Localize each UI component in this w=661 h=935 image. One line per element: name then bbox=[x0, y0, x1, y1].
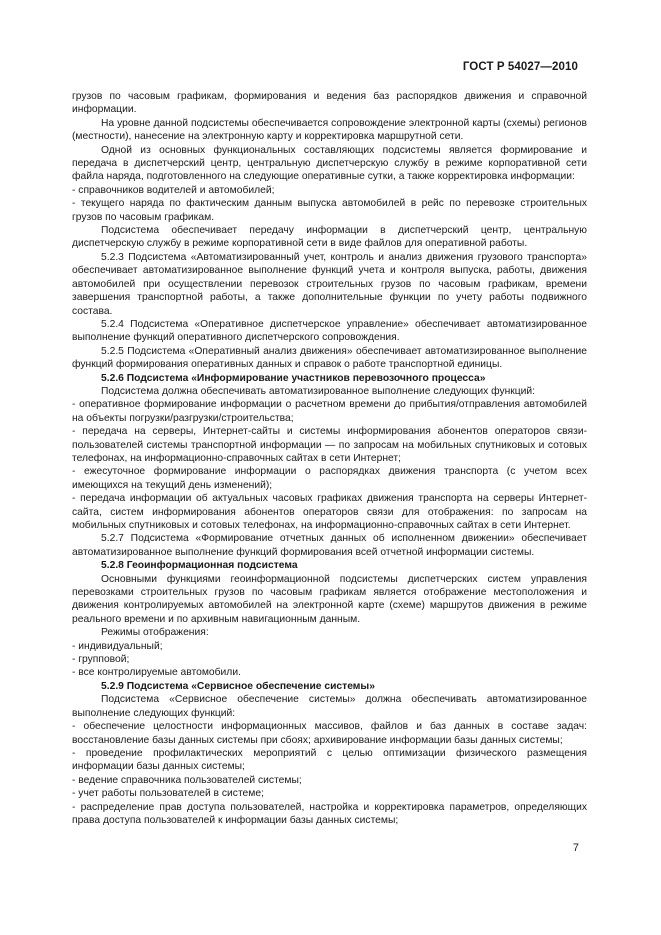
paragraph: Режимы отображения: bbox=[101, 627, 209, 639]
list-item: - все контролируемые автомобили. bbox=[72, 667, 241, 679]
section-heading: 5.2.8 Геоинформационная подсистема bbox=[101, 560, 298, 572]
paragraph: Основными функциями геоинформационной подсистемы диспетчерских систем управления перевозками строительных грузов по часовым графикам является отображение местоположения и движения контролируемых автомобилей на электронной карте (схеме) маршрутов движения в режиме реального времени и по архивным навигационным данным. bbox=[72, 573, 587, 625]
list-item: - групповой; bbox=[72, 654, 130, 666]
paragraph: Подсистема должна обеспечивать автоматизированное выполнение следующих функций: bbox=[101, 385, 536, 397]
standard-header: ГОСТ Р 54027—2010 bbox=[462, 61, 578, 73]
document-body bbox=[72, 90, 587, 827]
list-item: - оперативное формирование информации о расчетном времени до прибытия/отправления автомобилей на объекты погрузки/разгрузки/строительства; bbox=[72, 399, 587, 424]
list-item: - обеспечение целостности информационных массивов, файлов и баз данных в составе задач: восстановление базы данных системы при сбоях; архивирование информации базы данных системы; bbox=[72, 721, 587, 746]
paragraph: 5.2.5 Подсистема «Оперативный анализ движения» обеспечивает автоматизированное выполнение функций формирования оперативных данных и справок о работе транспортной единицы. bbox=[72, 345, 587, 371]
section-heading: 5.2.6 Подсистема «Информирование участников перевозочного процесса» bbox=[101, 372, 486, 384]
list-item: - передача на серверы, Интернет-сайты и системы информирования абонентов операторов связи-пользователей системы транспортной информации — по запросам на мобильных спутниковых и сотовых телефонах, на информационно-справочных сайтах в сети Интернет; bbox=[72, 426, 587, 464]
page-number: 7 bbox=[572, 842, 579, 854]
list-item: - учет работы пользователей в системе; bbox=[72, 788, 264, 800]
list-item: - передача информации об актуальных часовых графиках движения транспорта на серверы Интернет-сайта, систем информирования абонентов операторов связи для отображения: по запросам на мобильных спутниковых и сотовых телефонах, на информационно-справочных сайтах в сети Интернет. bbox=[72, 493, 587, 531]
list-item: - проведение профилактических мероприятий с целью оптимизации физического размещения информации базы данных системы; bbox=[72, 747, 587, 773]
list-item: - текущего наряда по фактическим данным выпуска автомобилей в рейс по перевозке строительных грузов по часовым графикам. bbox=[72, 198, 587, 223]
paragraph: Подсистема «Сервисное обеспечение системы» должна обеспечивать автоматизированное выполнение следующих функций: bbox=[72, 694, 587, 719]
list-item: - распределение прав доступа пользователей, настройка и корректировка параметров, определяющих права доступа пользователей к информации базы данных системы; bbox=[72, 801, 587, 826]
paragraph: 5.2.7 Подсистема «Формирование отчетных данных об исполненном движении» обеспечивает автоматизированное выполнение функций формирования всей отчетной информации системы. bbox=[72, 533, 587, 558]
paragraph: 5.2.4 Подсистема «Оперативное диспетчерское управление» обеспечивает автоматизированное выполнение функций оперативного диспетчерского сопровождения. bbox=[72, 318, 587, 344]
list-item: - справочников водителей и автомобилей; bbox=[72, 184, 275, 196]
paragraph: 5.2.3 Подсистема «Автоматизированный учет, контроль и анализ движения грузового транспорта» обеспечивает автоматизированное выполнение функций учета и контроля выпуска, работы, движения автомобилей при осуществлении перевозок строительных грузов по часовым графикам, времени завершения транспортной работы, а также дополнительные функции по учету работы подвижного состава. bbox=[72, 251, 587, 317]
paragraph: Подсистема обеспечивает передачу информации в диспетчерский центр, центральную диспетчерскую службу в режиме корпоративной сети в виде файлов для оперативной работы. bbox=[72, 225, 587, 250]
paragraph: грузов по часовым графикам, формирования и ведения баз распорядков движения и справочной информации. bbox=[72, 91, 587, 116]
list-item: - индивидуальный; bbox=[72, 640, 163, 652]
list-item: - ведение справочника пользователей системы; bbox=[72, 774, 302, 786]
list-item: - ежесуточное формирование информации о распорядках движения транспорта (с учетом всех имеющихся на текущий день изменений); bbox=[72, 466, 587, 491]
section-heading: 5.2.9 Подсистема «Сервисное обеспечение системы» bbox=[101, 680, 375, 692]
paragraph: На уровне данной подсистемы обеспечивается сопровождение электронной карты (схемы) регионов (местности), нанесение на электронную карту и корректировка маршрутной сети. bbox=[72, 117, 587, 143]
paragraph: Одной из основных функциональных составляющих подсистемы является формирование и передача в диспетчерский центр, центральную диспетчерскую службу в режиме корпоративной сети файла наряда, подготовленного на следующие оперативные сутки, а также корректировка информации: bbox=[72, 144, 587, 183]
